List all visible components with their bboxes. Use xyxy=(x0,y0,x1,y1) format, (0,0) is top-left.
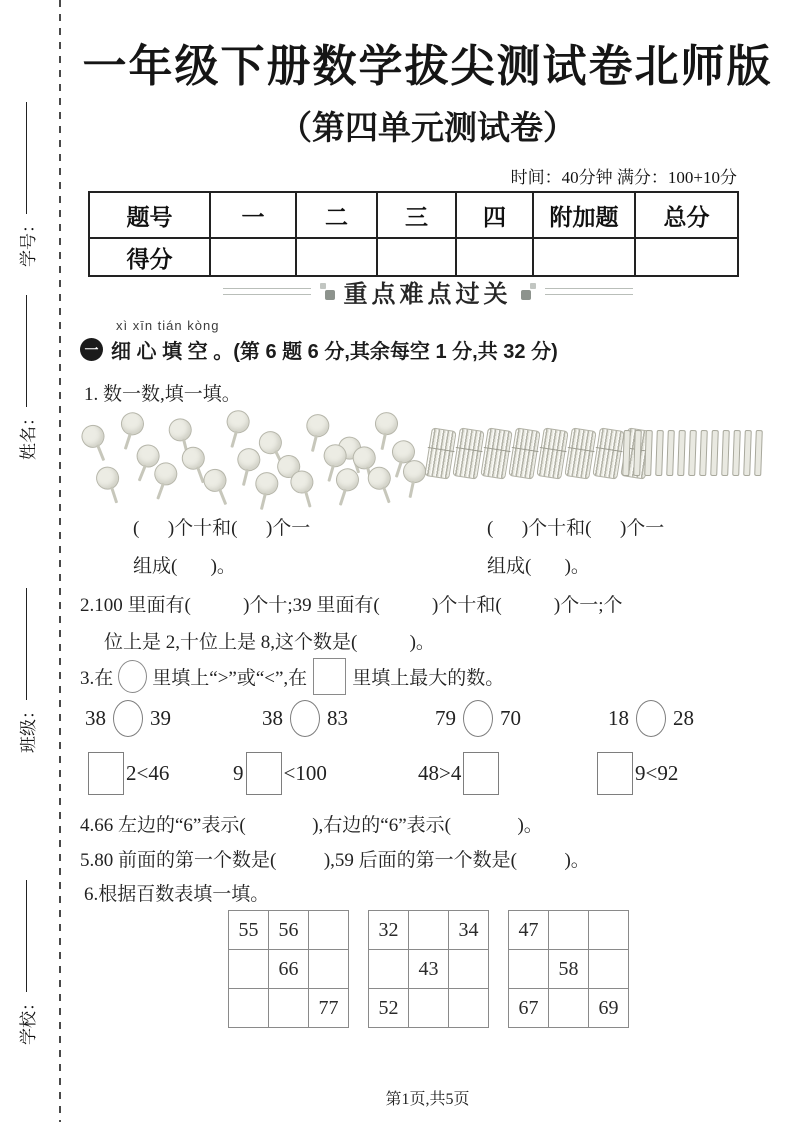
single-stick-icon xyxy=(721,430,729,476)
section-heading xyxy=(80,335,558,364)
compare-right-number: 83 xyxy=(327,706,348,730)
hundred-grid-cell xyxy=(309,950,349,989)
banner-left-ornament-icon xyxy=(320,283,335,300)
compare-left-number: 18 xyxy=(608,706,629,730)
hundred-grid-cell: 66 xyxy=(269,950,309,989)
q1-right-blank-line1: ( )个十和( )个一 xyxy=(487,518,665,539)
lollipop-stick xyxy=(110,487,118,504)
hundred-grid-cell: 55 xyxy=(229,911,269,950)
compare-right-number: 28 xyxy=(673,706,694,730)
single-stick-icon xyxy=(743,430,751,476)
lollipop-stick xyxy=(304,491,312,508)
section-pinyin: xì xīn tián kòng xyxy=(116,318,220,333)
lollipop-stick xyxy=(230,431,238,448)
time-score-info: 时间：40分钟 满分：100+10分 xyxy=(510,168,737,187)
hundred-grid-row xyxy=(229,950,349,989)
score-cell xyxy=(533,238,635,276)
hundred-grid-row xyxy=(229,911,349,950)
hundred-grid-cell xyxy=(229,950,269,989)
score-cell xyxy=(296,238,377,276)
box-item-text: <100 xyxy=(283,761,327,785)
compare-right-number: 39 xyxy=(150,706,171,730)
lollipop-head xyxy=(118,409,147,438)
lollipop-head xyxy=(78,421,108,451)
q1-right-blank-line2: 组成( )。 xyxy=(487,556,590,577)
hundred-grid-cell: 52 xyxy=(369,989,409,1028)
q3-box-placeholder xyxy=(313,658,346,695)
q1-left-blank-line1: ( )个十和( )个一 xyxy=(133,518,311,539)
box-fill-item xyxy=(597,752,678,795)
box-blank xyxy=(463,752,499,795)
compare-right-number: 70 xyxy=(500,706,521,730)
hundred-grid-cell xyxy=(229,989,269,1028)
page-number: 第1页,共5页 xyxy=(385,1091,470,1108)
compare-circle-blank xyxy=(290,700,320,737)
hundred-grid-2 xyxy=(368,910,489,1028)
paper-subtitle: （第四单元测试卷） xyxy=(279,111,576,147)
seal-dashed-line xyxy=(59,0,61,1122)
compare-left-number: 38 xyxy=(262,706,283,730)
compare-item xyxy=(85,700,171,737)
lollipop-stick xyxy=(408,481,414,498)
hundred-grid-cell xyxy=(509,950,549,989)
hundred-grid-row xyxy=(509,989,629,1028)
question-2-line1: 2.100 里面有( )个十;39 里面有( )个十和( )个一;个 xyxy=(80,595,623,616)
single-stick-icon xyxy=(677,430,685,476)
score-row-label: 得分 xyxy=(89,238,210,276)
lollipop-stick xyxy=(156,482,165,499)
lollipop-stick xyxy=(327,465,335,482)
single-stick-icon xyxy=(699,430,707,476)
score-table xyxy=(88,191,739,277)
hundred-grid-cell: 32 xyxy=(369,911,409,950)
hundred-chart-grids xyxy=(228,910,629,1028)
question-4-text: 4.66 左边的“6”表示( ),右边的“6”表示( )。 xyxy=(80,815,543,836)
compare-item xyxy=(435,700,521,737)
score-cell xyxy=(210,238,296,276)
lollipop-icon xyxy=(78,421,116,469)
lollipop-head xyxy=(253,470,281,498)
hundred-grid-row xyxy=(369,911,489,950)
lollipop-stick xyxy=(123,433,131,450)
box-item-text: 9<92 xyxy=(635,761,679,785)
single-stick-icon xyxy=(622,430,630,476)
student-field-blank xyxy=(25,295,27,407)
student-field-blank xyxy=(25,880,27,992)
score-cell xyxy=(456,238,533,276)
student-field-blank xyxy=(25,588,27,700)
lollipop-head xyxy=(288,468,316,496)
compare-left-number: 79 xyxy=(435,706,456,730)
q3-text-part2: 里填上“>”或“<”,在 xyxy=(152,668,308,689)
banner-right-line xyxy=(545,288,633,295)
hundred-grid-row xyxy=(369,950,489,989)
question-3-text xyxy=(80,658,504,695)
paper-title: 一年级下册数学拔尖测试卷北师版 xyxy=(82,42,773,91)
student-field-2 xyxy=(13,270,39,460)
box-blank xyxy=(246,752,282,795)
question-6-text: 6.根据百数表填一填。 xyxy=(84,884,270,905)
hundred-grid-3 xyxy=(508,910,629,1028)
student-field-label: 班级： xyxy=(18,702,38,753)
banner-left-line xyxy=(223,288,311,295)
section-title: 细 心 填 空 。(第 6 题 6 分,其余每空 1 分,共 32 分) xyxy=(111,341,558,363)
student-field-1 xyxy=(13,77,39,267)
hundred-grid-cell xyxy=(549,911,589,950)
student-field-label: 学号： xyxy=(18,216,38,267)
score-header-cell: 四 xyxy=(456,192,533,238)
score-header-cell: 附加题 xyxy=(533,192,635,238)
hundred-grid-cell xyxy=(589,950,629,989)
lollipop-stick xyxy=(218,488,227,505)
question-1-text: 1. 数一数,填一填。 xyxy=(84,384,241,405)
q3-box-row xyxy=(0,752,793,798)
lollipop-stick xyxy=(137,464,146,481)
lollipop-head xyxy=(304,412,332,440)
hundred-grid-cell xyxy=(449,989,489,1028)
score-header-cell: 总分 xyxy=(635,192,738,238)
hundred-grid-cell xyxy=(589,911,629,950)
lollipop-head xyxy=(166,416,194,444)
hundred-grid-cell xyxy=(269,989,309,1028)
score-cell xyxy=(635,238,738,276)
box-blank xyxy=(88,752,124,795)
compare-item xyxy=(608,700,694,737)
hundred-grid-cell: 34 xyxy=(449,911,489,950)
score-header-cell: 二 xyxy=(296,192,377,238)
hundred-grid-cell: 56 xyxy=(269,911,309,950)
compare-left-number: 38 xyxy=(85,706,106,730)
section-number-icon: 一 xyxy=(80,338,103,361)
compare-item xyxy=(262,700,348,737)
score-cell xyxy=(377,238,456,276)
lollipop-stick xyxy=(96,444,105,461)
lollipop-head xyxy=(224,408,252,436)
hundred-grid-cell: 77 xyxy=(309,989,349,1028)
lollipop-head xyxy=(93,464,122,493)
hundred-grid-1 xyxy=(228,910,349,1028)
compare-circle-blank xyxy=(636,700,666,737)
compare-circle-blank xyxy=(113,700,143,737)
hundred-grid-cell xyxy=(409,911,449,950)
single-stick-icon xyxy=(710,430,718,476)
score-header-cell: 三 xyxy=(377,192,456,238)
compare-circle-blank xyxy=(463,700,493,737)
hundred-grid-cell xyxy=(409,989,449,1028)
score-header-cell: 一 xyxy=(210,192,296,238)
single-stick-icon xyxy=(633,430,641,476)
banner-right-ornament-icon xyxy=(521,283,536,300)
box-fill-item xyxy=(418,752,499,795)
hundred-grid-cell: 43 xyxy=(409,950,449,989)
q3-text-part1: 3.在 xyxy=(80,668,114,689)
box-fill-item xyxy=(88,752,169,795)
single-stick-icon xyxy=(644,430,652,476)
hundred-grid-cell xyxy=(309,911,349,950)
lollipop-stick xyxy=(259,493,266,510)
banner-title: 重点难点过关 xyxy=(343,280,512,308)
q3-text-part3: 里填上最大的数。 xyxy=(352,668,505,689)
lollipop-stick xyxy=(382,486,391,503)
hundred-grid-cell: 47 xyxy=(509,911,549,950)
hundred-grid-cell xyxy=(369,950,409,989)
hundred-grid-cell xyxy=(549,989,589,1028)
score-table-header-row xyxy=(89,192,738,238)
hundred-grid-row xyxy=(509,950,629,989)
single-stick-icon xyxy=(666,430,674,476)
section-banner xyxy=(62,278,793,308)
box-fill-item xyxy=(233,752,327,795)
hundred-grid-row xyxy=(229,989,349,1028)
question-5-text: 5.80 前面的第一个数是( ),59 后面的第一个数是( )。 xyxy=(80,850,590,871)
lollipop-icon xyxy=(93,463,129,510)
box-item-text: 48>4 xyxy=(418,761,462,785)
single-stick-icon xyxy=(688,430,696,476)
loose-sticks-picture xyxy=(623,430,762,476)
lollipop-icon xyxy=(200,465,238,513)
hundred-grid-cell: 67 xyxy=(509,989,549,1028)
lollipop-head xyxy=(321,442,349,470)
student-field-label: 姓名： xyxy=(18,409,38,460)
box-item-text: 9 xyxy=(233,761,244,785)
single-stick-icon xyxy=(754,430,762,476)
lollipop-stick xyxy=(241,469,248,486)
box-blank xyxy=(597,752,633,795)
hundred-grid-row xyxy=(369,989,489,1028)
student-field-label: 学校： xyxy=(18,994,38,1045)
question-2-line2: 位上是 2,十位上是 8,这个数是( )。 xyxy=(104,632,435,653)
score-table-score-row xyxy=(89,238,738,276)
single-stick-icon xyxy=(732,430,740,476)
student-field-blank xyxy=(25,102,27,214)
q1-left-blank-line2: 组成( )。 xyxy=(133,556,236,577)
hundred-grid-row xyxy=(509,911,629,950)
lollipop-stick xyxy=(310,435,317,452)
single-stick-icon xyxy=(655,430,663,476)
q3-circle-placeholder xyxy=(118,660,147,693)
hundred-grid-cell: 69 xyxy=(589,989,629,1028)
box-item-text: 2<46 xyxy=(126,761,170,785)
lollipop-stick xyxy=(380,433,386,450)
score-header-cell: 题号 xyxy=(89,192,210,238)
stick-bundles-picture xyxy=(428,429,649,478)
lollipop-picture xyxy=(85,410,415,518)
student-field-4 xyxy=(13,855,39,1045)
hundred-grid-cell: 58 xyxy=(549,950,589,989)
hundred-grid-cell xyxy=(449,950,489,989)
lollipop-stick xyxy=(338,489,346,506)
q3-compare-row xyxy=(0,700,793,746)
